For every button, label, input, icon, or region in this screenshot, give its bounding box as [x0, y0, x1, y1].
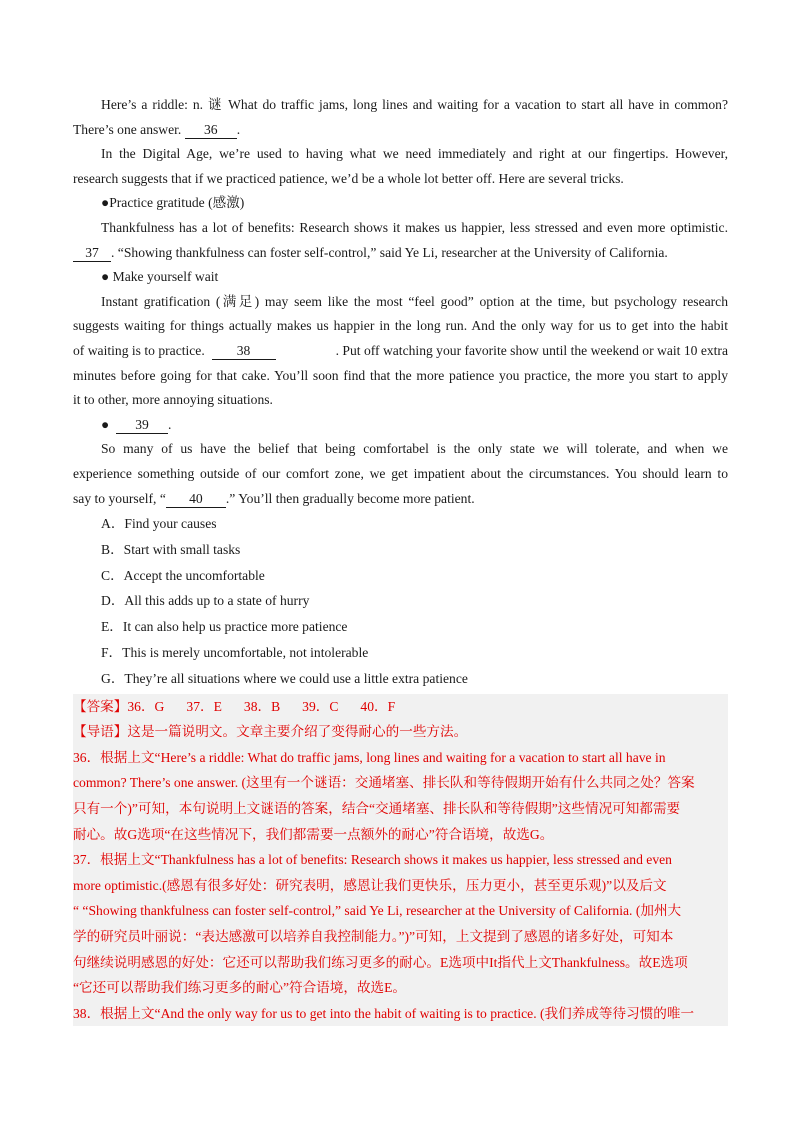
explanation-36-line: common? There’s one answer. (这里有一个谜语：交通堵塞、排长队和等待假期开始有什么共同之处？答案 — [73, 775, 695, 791]
answer-item: 38．B — [243, 698, 281, 714]
guide-line — [73, 719, 728, 745]
passage-text: say to yourself, “ — [73, 490, 166, 506]
passage-line: Instant gratification (满足) may seem like the most “feel good” option at the time, but psychology research — [101, 293, 728, 309]
blank-38[interactable]: 38 — [212, 343, 276, 360]
answer-item: 39．C — [302, 698, 339, 714]
answer-tag: 【答案】 — [73, 698, 128, 714]
passage-text — [73, 339, 276, 364]
passage-line: Thankfulness has a lot of benefits: Research shows it makes us happier, less stressed and even more optimistic. — [101, 219, 728, 235]
section-heading: ●Practice gratitude (感激) — [101, 195, 245, 211]
passage-line: experience something outside of our comfort zone, we get impatient about the circumstances. You should learn to — [73, 465, 728, 481]
passage-text: . — [236, 121, 241, 137]
passage-line — [73, 241, 728, 266]
option-g: G．They’re all situations where we could use a little extra patience — [101, 670, 468, 686]
explanation-37-line: 37．根据上文“Thankfulness has a lot of benefits: Research shows it makes us happier, less stressed and even — [73, 852, 672, 868]
explanation-37-line: more optimistic.(感恩有很多好处：研究表明，感恩让我们更快乐，压力更小，甚至更乐观)”以及后文 — [73, 877, 667, 893]
option-d: D．All this adds up to a state of hurry — [101, 593, 310, 609]
passage-line: research suggests that if we practiced patience, we’d be a whole lot better off. Here are several tricks. — [73, 170, 624, 186]
passage-line: it to other, more annoying situations. — [73, 392, 273, 408]
passage-line — [73, 118, 728, 143]
passage-line — [73, 339, 728, 364]
answer-section — [73, 694, 728, 1027]
explanation-37-line: 句继续说明感恩的好处：它还可以帮助我们练习更多的耐心。E选项中It指代上文Thankfulness。故E选项 — [73, 954, 688, 970]
passage-line: So many of us have the belief that being comfortabel is the only state we will tolerate, and when we — [101, 441, 728, 457]
option-a: A．Find your causes — [101, 516, 217, 532]
passage-line: suggests waiting for things actually makes us happier in the long run. And the only way for us to get into the habit — [73, 318, 728, 334]
explanation-36-line: 只有一个)”可知，本句说明上文谜语的答案，结合“交通堵塞、排长队和等待假期”这些情况可知都需要 — [73, 801, 681, 817]
answer-key — [73, 694, 728, 720]
passage-line: In the Digital Age, we’re used to having what we need immediately and right at our fingertips. However, — [101, 146, 728, 162]
passage-line — [73, 487, 728, 512]
passage-text: . “Showing thankfulness can foster self-control,” said Ye Li, researcher at the University of California. — [111, 244, 668, 260]
blank-36[interactable]: 36 — [185, 122, 237, 139]
passage-text: of waiting is to practice. — [73, 342, 212, 358]
guide-text: 这是一篇说明文。文章主要介绍了变得耐心的一些方法。 — [127, 724, 468, 740]
passage-text: There’s one answer. — [73, 121, 185, 137]
passage-line: Here’s a riddle: n. 谜 What do traffic jams, long lines and waiting for a vacation to start all have in common? — [101, 97, 728, 112]
explanation-36-line: 耐心。故G选项“在这些情况下，我们都需要一点额外的耐心”符合语境，故选G。 — [73, 826, 554, 842]
guide-tag: 【导语】 — [73, 724, 128, 740]
option-c: C．Accept the uncomfortable — [101, 567, 265, 583]
option-e: E．It can also help us practice more patience — [101, 619, 348, 635]
blank-40[interactable]: 40 — [166, 491, 226, 508]
explanation-36-line: 36．根据上文“Here’s a riddle: What do traffic jams, long lines and waiting for a vacation to start all have in — [73, 749, 666, 765]
option-f: F．This is merely uncomfortable, not intolerable — [101, 645, 369, 661]
option-b: B．Start with small tasks — [101, 541, 241, 557]
explanation-38-line: 38．根据上文“And the only way for us to get into the habit of waiting is to practice. (我们养成等待习惯的唯一 — [73, 1005, 695, 1021]
passage-line: minutes before going for that cake. You’ll soon find that the more patience you practice, the more you start to apply — [73, 367, 728, 383]
explanation-37-line: “它还可以帮助我们练习更多的耐心”符合语境，故选E。 — [73, 980, 407, 996]
explanation-37-line: “ “Showing thankfulness can foster self-control,” said Ye Li, researcher at the University of California. (加州大 — [73, 903, 682, 919]
answer-item: 36．G — [127, 698, 165, 714]
answer-item: 37．E — [186, 698, 222, 714]
passage-text: .” You’ll then gradually become more patient. — [225, 490, 475, 506]
blank-37[interactable]: 37 — [73, 245, 111, 262]
section-heading — [73, 413, 728, 438]
passage-text: ● — [101, 416, 117, 432]
passage-text: . Put off watching your favorite show until the weekend or wait 10 extra — [335, 342, 728, 358]
passage-text: . — [168, 416, 172, 432]
answer-item: 40．F — [360, 698, 396, 714]
explanation-37-line: 学的研究员叶丽说：“表达感激可以培养自我控制能力。”)”可知，上文提到了感恩的诸多好处，可知本 — [73, 929, 674, 945]
section-heading: ● Make yourself wait — [101, 269, 219, 285]
blank-39[interactable]: 39 — [116, 417, 168, 434]
passage-content — [73, 93, 728, 1026]
